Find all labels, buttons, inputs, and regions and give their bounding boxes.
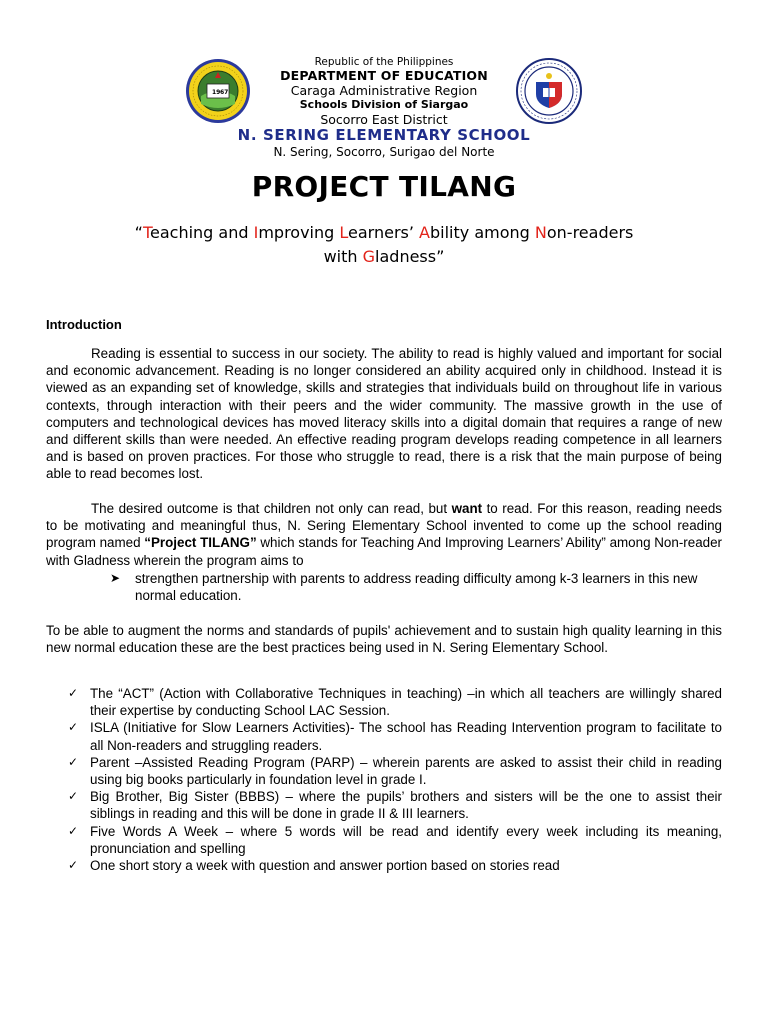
document-subtitle: [0, 221, 768, 269]
intro-paragraph-1: [46, 345, 722, 483]
list-item-text: The “ACT” (Action with Collaborative Techniques in teaching) –in which all teachers are willingly shared their expertise by conducting School LAC Session.: [90, 686, 722, 719]
list-item: [68, 823, 722, 857]
list-item: [68, 857, 722, 874]
list-item: [68, 754, 722, 788]
list-item: [68, 788, 722, 822]
subtitle-segment: with: [323, 247, 363, 266]
acronym-letter-n: N: [534, 223, 547, 242]
intro-paragraph-2: [46, 500, 722, 569]
paragraph-text: which stands for Teaching And Improving Learners’ Ability” among Non-reader with Gladness wherein the program aims to: [46, 535, 722, 568]
subtitle-open-quote: “: [134, 223, 143, 242]
checkmark-icon: ✓: [68, 686, 79, 700]
acronym-letter-i: I: [253, 223, 259, 242]
left-logo-year-a: 19: [212, 89, 221, 96]
list-item-text: Five Words A Week – where 5 words will be read and identify every week including its meaning, pronunciation and spelling: [90, 823, 722, 856]
list-item-text: Parent –Assisted Reading Program (PARP) – wherein parents are asked to assist their child in reading using big books particularly in foundation level in grade I.: [90, 754, 722, 788]
checkmark-icon: ✓: [68, 789, 79, 804]
subtitle-segment: earners’: [348, 223, 420, 242]
list-item-text: ISLA (Initiative for Slow Learners Activities)- The school has Reading Intervention program to facilitate to all Non-readers and struggling readers.: [90, 720, 722, 753]
list-item: [68, 685, 722, 719]
list-item: [68, 719, 722, 753]
section-heading-introduction: Introduction: [46, 317, 122, 332]
paragraph-text: Reading is essential to success in our society. The ability to read is highly valued and important for social and economic advancement. Reading is no longer considered an ability acquired only in childhood. Instead it is viewed as an expanding set of knowledge, skills and strategies that individuals build on throughout life in various contexts, through interaction with their peers and the wider community. The massive growth in the use of computers and technological devices has moved literacy skills into a digital domain that requires a range of new and different skills than were needed. An effective reading program develops reading competence in all learners and is based on proven practices. For those who struggle to read, there is a risk that the main purpose of being able to read becomes lost.: [46, 346, 722, 482]
best-practices-list: [68, 685, 722, 874]
district-line: Socorro East District: [320, 112, 448, 127]
acronym-letter-g: G: [362, 247, 376, 266]
republic-line: Republic of the Philippines: [314, 56, 454, 68]
acronym-letter-t: T: [142, 223, 150, 242]
bold-want: want: [451, 501, 483, 516]
subtitle-segment: eaching and: [150, 223, 254, 242]
division-line: Schools Division of Siargao: [299, 98, 469, 111]
subtitle-segment: mproving: [258, 223, 340, 242]
arrow-bullet-item: [110, 570, 722, 604]
bold-project-name: “Project TILANG”: [144, 535, 257, 551]
list-item-text: One short story a week with question and answer portion based on stories read: [90, 858, 560, 874]
checkmark-icon: ✓: [68, 823, 79, 838]
acronym-letter-a: A: [419, 223, 430, 242]
region-line: Caraga Administrative Region: [290, 83, 478, 98]
subtitle-segment: ladness”: [375, 247, 445, 266]
arrowhead-bullet-icon: ➤: [110, 571, 121, 585]
document-title: PROJECT TILANG: [251, 170, 517, 203]
subtitle-segment: on-readers: [546, 223, 634, 242]
practices-intro-paragraph: To be able to augment the norms and standards of pupils' achievement and to sustain high quality learning in this new normal education these are the best practices being used in N. Sering Elementary School.: [46, 623, 722, 656]
arrow-bullet-text: strengthen partnership with parents to address reading difficulty among k-3 learners in this new normal education.: [135, 571, 698, 604]
paragraph-text: The desired outcome is that children not only can read, but: [91, 501, 452, 516]
school-address: N. Sering, Socorro, Surigao del Norte: [273, 145, 495, 159]
checkmark-icon: ✓: [68, 720, 79, 735]
checkmark-icon: ✓: [68, 754, 79, 769]
left-logo-year-b: 67: [220, 89, 229, 96]
school-name: N. SERING ELEMENTARY SCHOOL: [237, 126, 531, 144]
paragraph-text: to read. For this reason, reading needs to be motivating and meaningful thus, N. Sering Elementary School invented to come up the school reading program named: [46, 501, 722, 551]
department-line: DEPARTMENT OF EDUCATION: [280, 68, 488, 83]
acronym-letter-l: L: [339, 223, 349, 242]
checkmark-icon: ✓: [68, 858, 79, 873]
subtitle-segment: bility among: [430, 223, 535, 242]
list-item-text: Big Brother, Big Sister (BBBS) – where the pupils’ brothers and sisters will be the one to assist their siblings in reading and this will be done in grade II & III learners.: [90, 789, 722, 822]
